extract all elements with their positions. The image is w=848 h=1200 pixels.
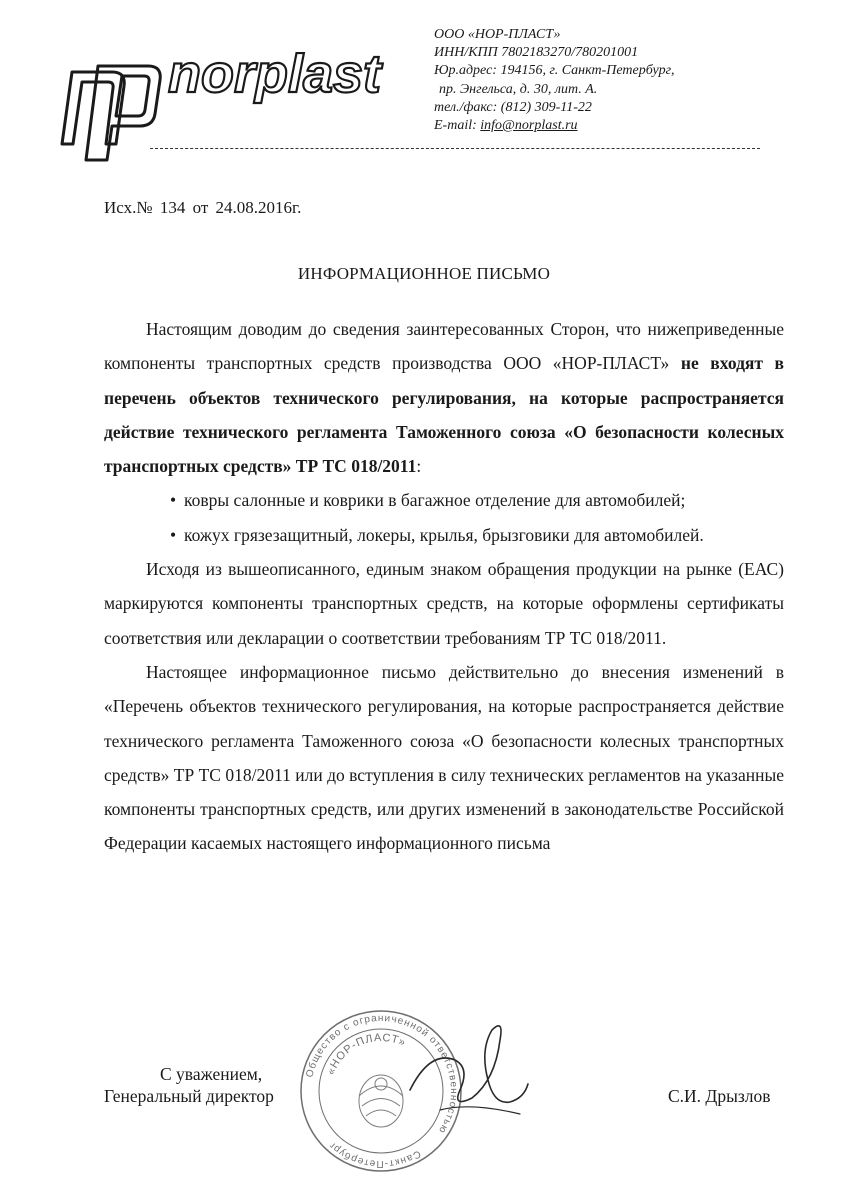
list-item: • ковры салонные и коврики в багажное отделение для автомобилей; xyxy=(104,483,784,517)
company-inn: ИНН/КПП 7802183270/780201001 xyxy=(434,45,639,61)
signer-position: Генеральный директор xyxy=(104,1086,274,1106)
company-info xyxy=(434,26,675,135)
signer-name: С.И. Дрызлов xyxy=(668,1086,771,1106)
paragraph-1-text: Настоящим доводим до сведения заинтересованных Сторон, что нижеприведенные компоненты транспортных средств производства ООО «НОР-ПЛАСТ» xyxy=(104,319,784,374)
company-address-line1: Юр.адрес: 194156, г. Санкт-Петербург, xyxy=(434,63,675,79)
paragraph-1-bold: не входят в перечень объектов технического регулирования, на которые распространяется действие технического регламента Таможенного союза «О безопасности колесных транспортных средств» ТР ТС 018/2011 xyxy=(104,353,784,477)
header-divider xyxy=(150,148,760,149)
paragraph-2: Исходя из вышеописанного, единым знаком обращения продукции на рынке (ЕАС) маркируются компоненты транспортных средств, на которые оформлены сертификаты соответствия или декларации о соответствии требованиям ТР ТС 018/2011. xyxy=(104,559,784,648)
logo-wordmark: norplast xyxy=(168,52,382,104)
company-address-line2: пр. Энгельса, д. 30, лит. А. xyxy=(439,81,598,97)
company-email-row xyxy=(434,117,675,135)
stamp-inner-text: «НОР-ПЛАСТ» xyxy=(324,1031,408,1077)
director-signature xyxy=(400,1010,540,1130)
letter-body xyxy=(104,312,784,861)
company-name: ООО «НОР-ПЛАСТ» xyxy=(434,27,561,42)
norplast-logo xyxy=(50,52,430,162)
paragraph-1-tail: : xyxy=(416,456,422,477)
list-item: • кожух грязезащитный, локеры, крылья, брызговики для автомобилей. xyxy=(104,518,784,552)
paragraph-3: Настоящее информационное письмо действительно до внесения изменений в «Перечень объектов технического регулирования, на которые распространяется действие технического регламента Таможенного союза «О безопасности колесных транспортных средств» ТР ТС 018/2011 или до вступления в силу технических регламентов на указанные компоненты транспортных средств, или других изменений в законодательстве Российской Федерации касаемых настоящего информационного письма xyxy=(104,661,784,854)
outgoing-number: Исх.№ 134 от 24.08.2016г. xyxy=(104,198,302,217)
stamp-emblem xyxy=(359,1075,403,1127)
company-email-label: E-mail: xyxy=(434,118,481,134)
stamp-outer-text: Общество с ограниченной ответственностью xyxy=(304,1012,460,1136)
component-list xyxy=(104,483,784,552)
svg-text:Санкт-Петербург xyxy=(327,1139,423,1169)
stamp-bottom-text: Санкт-Петербург xyxy=(326,1138,423,1170)
letter-title: ИНФОРМАЦИОННОЕ ПИСЬМО xyxy=(297,264,551,283)
closing-regards: С уважением, xyxy=(160,1064,263,1084)
company-email-link[interactable]: info@norplast.ru xyxy=(480,118,578,134)
company-phone: тел./факс: (812) 309-11-22 xyxy=(434,99,592,115)
paragraph-1 xyxy=(104,312,784,483)
